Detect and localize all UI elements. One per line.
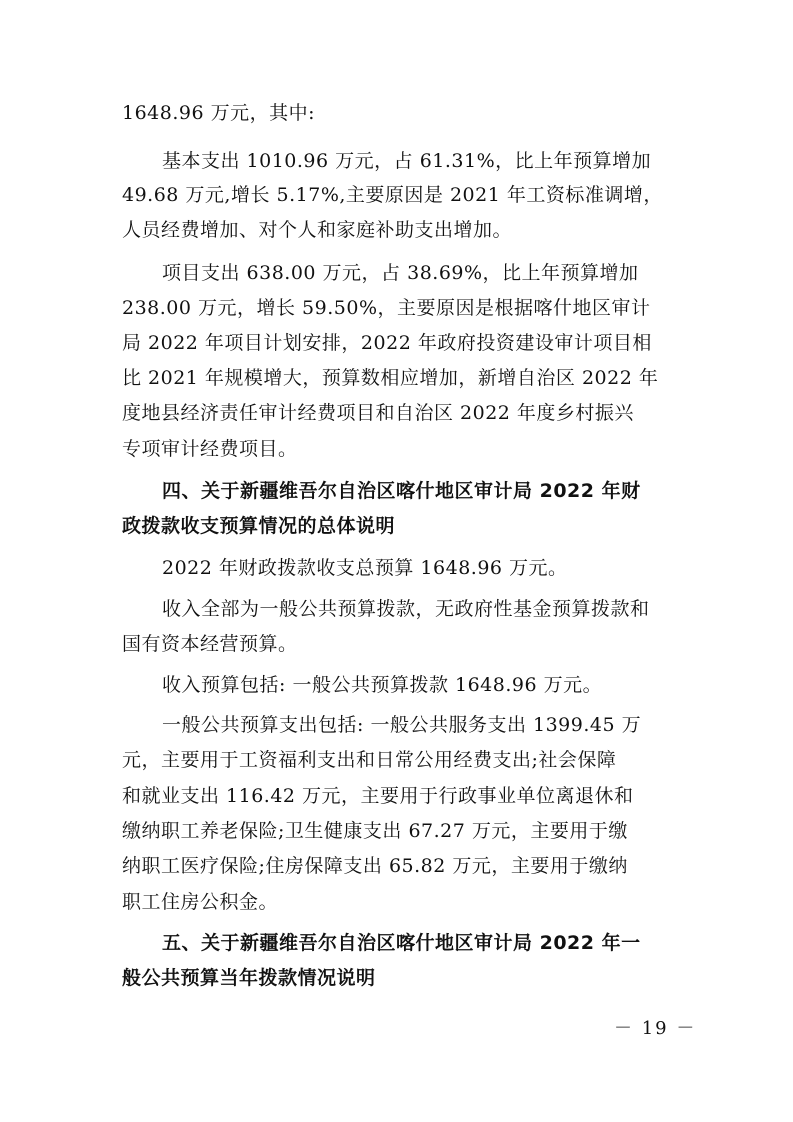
paragraph-line: 国有资本经营预算。 [122,633,298,655]
paragraph-line: 局 2022 年项目计划安排，2022 年政府投资建设审计项目相 [122,332,652,354]
paragraph-line: 49.68 万元,增长 5.17%,主要原因是 2021 年工资标准调增， [122,184,663,206]
paragraph-line: 缴纳职工养老保险;卫生健康支出 67.27 万元，主要用于缴 [122,820,628,842]
paragraph-line: 收入预算包括: 一般公共预算拨款 1648.96 万元。 [162,674,603,696]
paragraph-line: 元，主要用于工资福利支出和日常公用经费支出;社会保障 [122,749,617,771]
paragraph-line: 一般公共预算支出包括: 一般公共服务支出 1399.45 万 [162,714,642,736]
section-heading: 四、关于新疆维吾尔自治区喀什地区审计局 2022 年财 [162,480,641,502]
paragraph-line: 和就业支出 116.42 万元，主要用于行政事业单位离退休和 [122,785,634,807]
paragraph-line: 项目支出 638.00 万元，占 38.69%，比上年预算增加 [162,262,639,284]
paragraph-line: 基本支出 1010.96 万元，占 61.31%，比上年预算增加 [162,150,652,172]
paragraph-line: 人员经费增加、对个人和家庭补助支出增加。 [122,219,513,241]
paragraph-line: 收入全部为一般公共预算拨款，无政府性基金预算拨款和 [162,598,650,620]
section-heading: 般公共预算当年拨款情况说明 [122,967,376,989]
paragraph-line: 职工住房公积金。 [122,891,279,913]
paragraph-line: 度地县经济责任审计经费项目和自治区 2022 年度乡村振兴 [122,402,634,424]
paragraph-line: 238.00 万元，增长 59.50%，主要原因是根据喀什地区审计 [122,297,651,319]
section-heading: 政拨款收支预算情况的总体说明 [122,515,396,537]
paragraph-line: 1648.96 万元，其中: [122,102,316,124]
paragraph-line: 比 2021 年规模增大，预算数相应增加，新增自治区 2022 年 [122,367,659,389]
page-number: － 19 － [614,1018,697,1039]
section-heading: 五、关于新疆维吾尔自治区喀什地区审计局 2022 年一 [162,932,641,954]
paragraph-line: 2022 年财政拨款收支总预算 1648.96 万元。 [162,557,568,579]
paragraph-line: 专项审计经费项目。 [122,438,298,460]
paragraph-line: 纳职工医疗保险;住房保障支出 65.82 万元，主要用于缴纳 [122,855,628,877]
